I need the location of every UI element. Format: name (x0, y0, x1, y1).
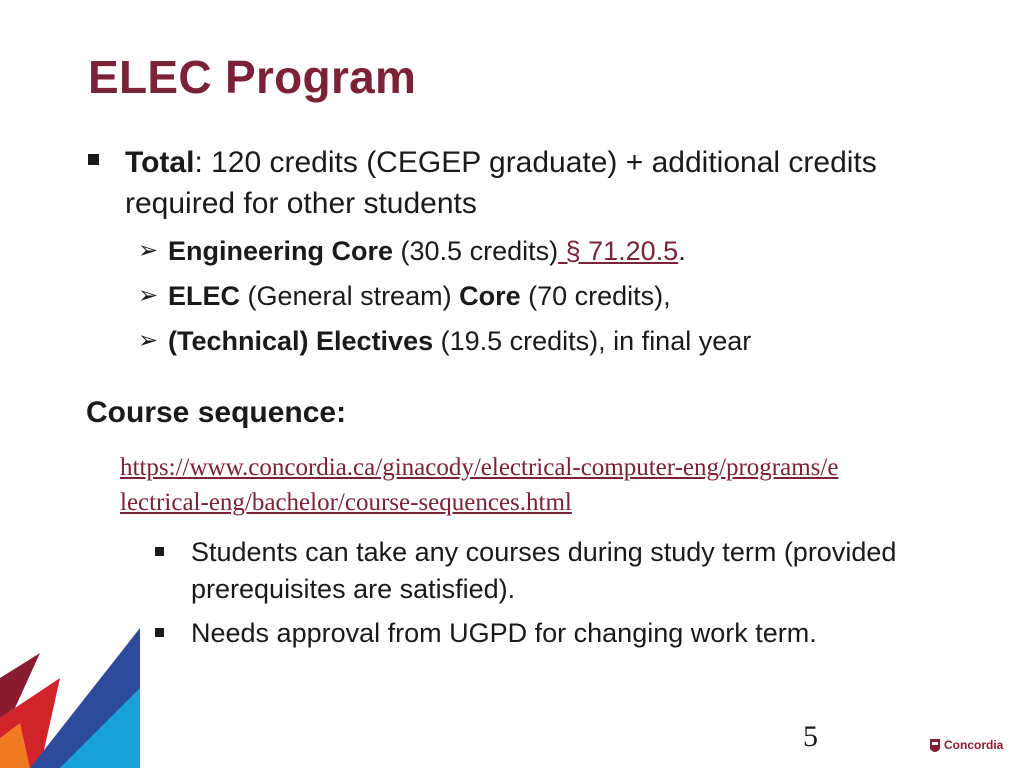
slide-title: ELEC Program (88, 51, 417, 103)
page-number: 5 (803, 720, 818, 753)
sub-item-elec-core (138, 273, 751, 318)
sub-item-bold: (Technical) Electives (168, 325, 434, 356)
list-item (155, 534, 955, 608)
course-sequence-link[interactable] (120, 450, 840, 520)
list-item (155, 615, 955, 652)
decorative-shapes (0, 568, 160, 768)
sub-item-text: (General stream) (240, 280, 460, 311)
sub-item-bold: Engineering Core (168, 235, 394, 266)
sub-item-text: (30.5 credits) (393, 235, 559, 266)
total-description: : 120 credits (CEGEP graduate) + additional credits required for other students (125, 146, 877, 220)
arrow-bullet-icon: ➢ (138, 281, 159, 309)
square-bullet-icon (155, 547, 164, 556)
course-sequence-heading: Course sequence: (86, 396, 347, 429)
course-sequence-url[interactable]: https://www.concordia.ca/ginacody/electrical-computer-eng/programs/electrical-eng/bachelor/course-sequences.html (120, 454, 839, 516)
total-text (125, 142, 908, 224)
sub-list (138, 228, 751, 363)
sub-item-bold2: Core (459, 280, 521, 311)
sub-item-electives (138, 318, 751, 363)
sub-item-tail: . (678, 235, 686, 266)
sub-item-bold: ELEC (168, 280, 241, 311)
sub-item-tail: (19.5 credits), in final year (433, 325, 752, 356)
list-item-text: Needs approval from UGPD for changing work term. (191, 618, 817, 648)
bullet-list (155, 534, 955, 659)
square-bullet-icon (88, 154, 99, 165)
sub-item-engineering-core (138, 228, 751, 273)
arrow-bullet-icon: ➢ (138, 326, 159, 354)
section-link[interactable]: § 71.20.5 (558, 235, 679, 266)
sub-item-tail: (70 credits), (520, 280, 671, 311)
total-bullet (88, 142, 908, 224)
total-label: Total (125, 146, 195, 179)
logo-text: Concordia (944, 738, 1004, 752)
list-item-text: Students can take any courses during study term (provided prerequisites are satisfied). (191, 537, 897, 604)
arrow-bullet-icon: ➢ (138, 236, 159, 264)
